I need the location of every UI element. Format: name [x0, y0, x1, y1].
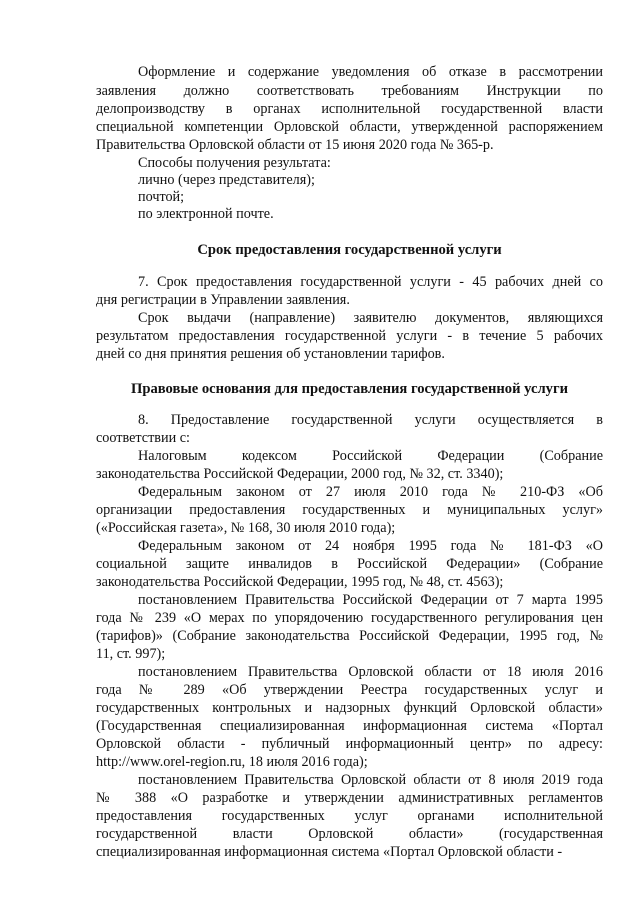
text-line: Налоговым кодексом Российской Федерации (Собрание	[138, 448, 603, 464]
section-heading: Правовые основания для предоставления государственной услуги	[130, 381, 568, 397]
text-line: постановлением Правительства Орловской области от 18 июля 2016	[138, 664, 603, 680]
text-line: государственной власти Орловской области» (государственная	[96, 826, 603, 842]
text-line: Способы получения результата:	[138, 155, 331, 171]
text-line: специализированная информационная система «Портал Орловской области -	[96, 844, 563, 860]
text-line: Оформление и содержание уведомления об отказе в рассмотрении	[138, 64, 603, 80]
text-line: Правительства Орловской области от 15 июня 2020 года № 365-р.	[96, 137, 494, 153]
text-line: (тарифов)» (Собрание законодательства Российской Федерации, 1995 год, №	[96, 628, 603, 644]
text-line: года № 289 «Об утверждении Реестра государственных услуг и	[96, 682, 603, 698]
text-line: государственных контрольных и надзорных функций Орловской области»	[96, 700, 603, 716]
text-line: результатом предоставления государственной услуги - в течение 5 рабочих	[96, 328, 603, 344]
text-line: («Российская газета», № 168, 30 июля 2010 года);	[96, 520, 396, 536]
text-line: постановлением Правительства Российской Федерации от 7 марта 1995	[138, 592, 603, 608]
section-heading: Срок предоставления государственной услуги	[197, 242, 502, 258]
text-line: заявления должно соответствовать требованиям Инструкции по	[96, 83, 603, 99]
text-line: делопроизводству в органах исполнительной государственной власти	[96, 101, 603, 117]
text-line: дня регистрации в Управлении заявления.	[96, 292, 350, 308]
text-line: постановлением Правительства Орловской области от 8 июля 2019 года	[138, 772, 603, 788]
text-line: законодательства Российской Федерации, 1995 год, № 48, ст. 4563);	[96, 574, 504, 590]
text-line: Срок выдачи (направление) заявителю документов, являющихся	[138, 310, 603, 326]
text-line: http://www.orel-region.ru, 18 июля 2016 года);	[96, 754, 368, 770]
text-line: законодательства Российской Федерации, 2000 год, № 32, ст. 3340);	[96, 466, 504, 482]
text-line: 7. Срок предоставления государственной услуги - 45 рабочих дней со	[138, 274, 603, 290]
text-line: социальной защите инвалидов в Российской Федерации» (Собрание	[96, 556, 603, 572]
text-line: года № 239 «О мерах по упорядочению государственного регулирования цен	[96, 610, 603, 626]
text-line: Федеральным законом от 24 ноября 1995 года № 181-ФЗ «О	[138, 538, 603, 554]
text-line: (Государственная специализированная информационная система «Портал	[96, 718, 603, 734]
text-line: соответствии с:	[96, 430, 190, 446]
text-line: лично (через представителя);	[138, 172, 315, 188]
text-line: 11, ст. 997);	[96, 646, 166, 662]
text-line: 8. Предоставление государственной услуги осуществляется в	[138, 412, 603, 428]
text-line: предоставления государственных услуг органами исполнительной	[96, 808, 603, 824]
text-line: № 388 «О разработке и утверждении административных регламентов	[96, 790, 603, 806]
text-line: Орловской области - публичный информационный центр» по адресу:	[96, 736, 603, 752]
text-line: по электронной почте.	[138, 206, 274, 222]
text-line: дней со дня принятия решения об установлении тарифов.	[96, 346, 445, 362]
text-line: почтой;	[138, 189, 185, 205]
text-line: специальной компетенции Орловской области, утвержденной распоряжением	[96, 119, 603, 135]
text-line: организации предоставления государственных и муниципальных услуг»	[96, 502, 603, 518]
text-line: Федеральным законом от 27 июля 2010 года № 210-ФЗ «Об	[138, 484, 603, 500]
